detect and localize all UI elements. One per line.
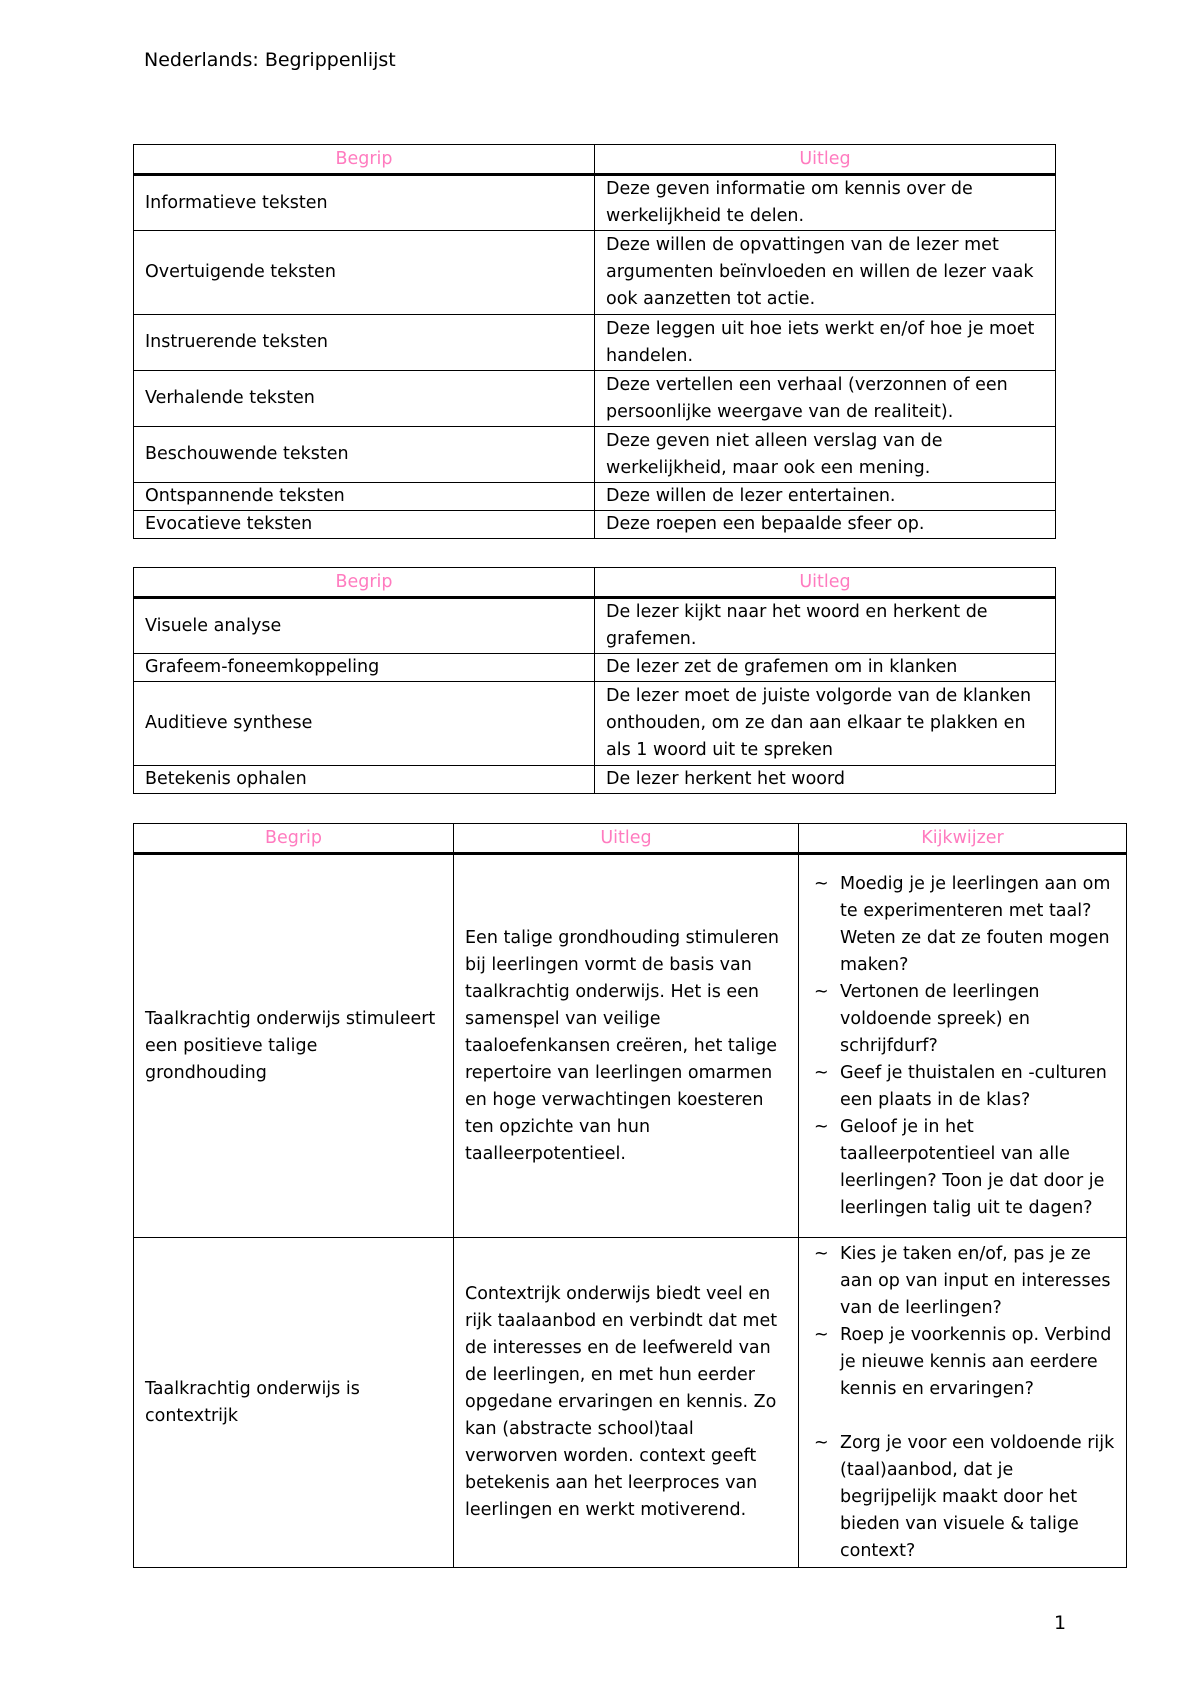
powerful-language-education-table (133, 823, 1127, 1568)
term-cell: Ontspannende teksten (134, 483, 595, 511)
term-cell: Betekenis ophalen (134, 766, 595, 794)
table-row (134, 371, 1056, 427)
page-header: Nederlands: Begrippenlijst (144, 49, 396, 71)
table-row (134, 315, 1056, 371)
term-cell: Grafeem-foneemkoppeling (134, 654, 595, 682)
checklist (810, 1241, 1115, 1565)
term-cell: Beschouwende teksten (134, 427, 595, 483)
explanation-cell: Deze willen de opvattingen van de lezer met argumenten beïnvloeden en willen de lezer vaak ook aanzetten tot actie. (595, 231, 1056, 315)
term-cell: Verhalende teksten (134, 371, 595, 427)
table-row (134, 654, 1056, 682)
column-header-kijkwijzer: Kijkwijzer (799, 824, 1127, 854)
checklist-item: ~ Vertonen de leerlingen voldoende spreek) en schrijfdurf? (810, 979, 1115, 1060)
term-cell: Visuele analyse (134, 598, 595, 654)
table-row (134, 766, 1056, 794)
term-cell: Evocatieve teksten (134, 511, 595, 539)
table-row (134, 483, 1056, 511)
table-row (134, 1238, 1127, 1568)
term-cell: Informatieve teksten (134, 175, 595, 231)
checklist (810, 871, 1115, 1222)
table-row (134, 682, 1056, 766)
table-row (134, 175, 1056, 231)
term-cell: Overtuigende teksten (134, 231, 595, 315)
checklist-cell (799, 854, 1127, 1238)
explanation-cell: Deze vertellen een verhaal (verzonnen of een persoonlijke weergave van de realiteit). (595, 371, 1056, 427)
column-header-uitleg: Uitleg (595, 568, 1056, 598)
checklist-item: ~ Zorg je voor een voldoende rijk (taal)aanbod, dat je begrijpelijk maakt door het bieden van visuele & talige context? (810, 1430, 1115, 1565)
table-header-row (134, 145, 1056, 175)
term-cell: Auditieve synthese (134, 682, 595, 766)
explanation-cell: Deze willen de lezer entertainen. (595, 483, 1056, 511)
column-header-begrip: Begrip (134, 145, 595, 175)
table-row (134, 231, 1056, 315)
checklist-item: ~ Roep je voorkennis op. Verbind je nieuwe kennis aan eerdere kennis en ervaringen? (810, 1322, 1115, 1403)
column-header-begrip: Begrip (134, 568, 595, 598)
explanation-cell: Deze roepen een bepaalde sfeer op. (595, 511, 1056, 539)
checklist-item: ~ Moedig je je leerlingen aan om te experimenteren met taal? Weten ze dat ze fouten mogen maken? (810, 871, 1115, 979)
checklist-item: ~ Geloof je in het taalleerpotentieel van alle leerlingen? Toon je dat door je leerlingen talig uit te dagen? (810, 1114, 1115, 1222)
explanation-cell: Een talige grondhouding stimuleren bij leerlingen vormt de basis van taalkrachtig onderwijs. Het is een samenspel van veilige taaloefenkansen creëren, het talige repertoire van leerlingen omarmen en hoge verwachtingen koesteren ten opzichte van hun taalleerpotentieel. (454, 854, 799, 1238)
explanation-cell: Deze geven informatie om kennis over de werkelijkheid te delen. (595, 175, 1056, 231)
explanation-cell: De lezer zet de grafemen om in klanken (595, 654, 1056, 682)
table-row (134, 598, 1056, 654)
column-header-uitleg: Uitleg (595, 145, 1056, 175)
checklist-cell (799, 1238, 1127, 1568)
explanation-cell: De lezer moet de juiste volgorde van de klanken onthouden, om ze dan aan elkaar te plakken en als 1 woord uit te spreken (595, 682, 1056, 766)
explanation-cell: De lezer kijkt naar het woord en herkent de grafemen. (595, 598, 1056, 654)
column-header-begrip: Begrip (134, 824, 454, 854)
column-header-uitleg: Uitleg (454, 824, 799, 854)
text-types-table (133, 144, 1056, 539)
table-header-row (134, 568, 1056, 598)
term-cell: Taalkrachtig onderwijs stimuleert een positieve talige grondhouding (134, 854, 454, 1238)
checklist-item: ~ Geef je thuistalen en -culturen een plaats in de klas? (810, 1060, 1115, 1114)
reading-process-table (133, 567, 1056, 794)
term-cell: Taalkrachtig onderwijs is contextrijk (134, 1238, 454, 1568)
table-header-row (134, 824, 1127, 854)
table-row (134, 854, 1127, 1238)
page-number: 1 (1054, 1612, 1067, 1634)
explanation-cell: De lezer herkent het woord (595, 766, 1056, 794)
table-row (134, 511, 1056, 539)
explanation-cell: Deze geven niet alleen verslag van de werkelijkheid, maar ook een mening. (595, 427, 1056, 483)
explanation-cell: Deze leggen uit hoe iets werkt en/of hoe je moet handelen. (595, 315, 1056, 371)
explanation-cell: Contextrijk onderwijs biedt veel en rijk taalaanbod en verbindt dat met de interesses en de leefwereld van de leerlingen, en met hun eerder opgedane ervaringen en kennis. Zo kan (abstracte school)taal verworven worden. context geeft betekenis aan het leerproces van leerlingen en werkt motiverend. (454, 1238, 799, 1568)
table-row (134, 427, 1056, 483)
term-cell: Instruerende teksten (134, 315, 595, 371)
checklist-item: ~ Kies je taken en/of, pas je ze aan op van input en interesses van de leerlingen? (810, 1241, 1115, 1322)
